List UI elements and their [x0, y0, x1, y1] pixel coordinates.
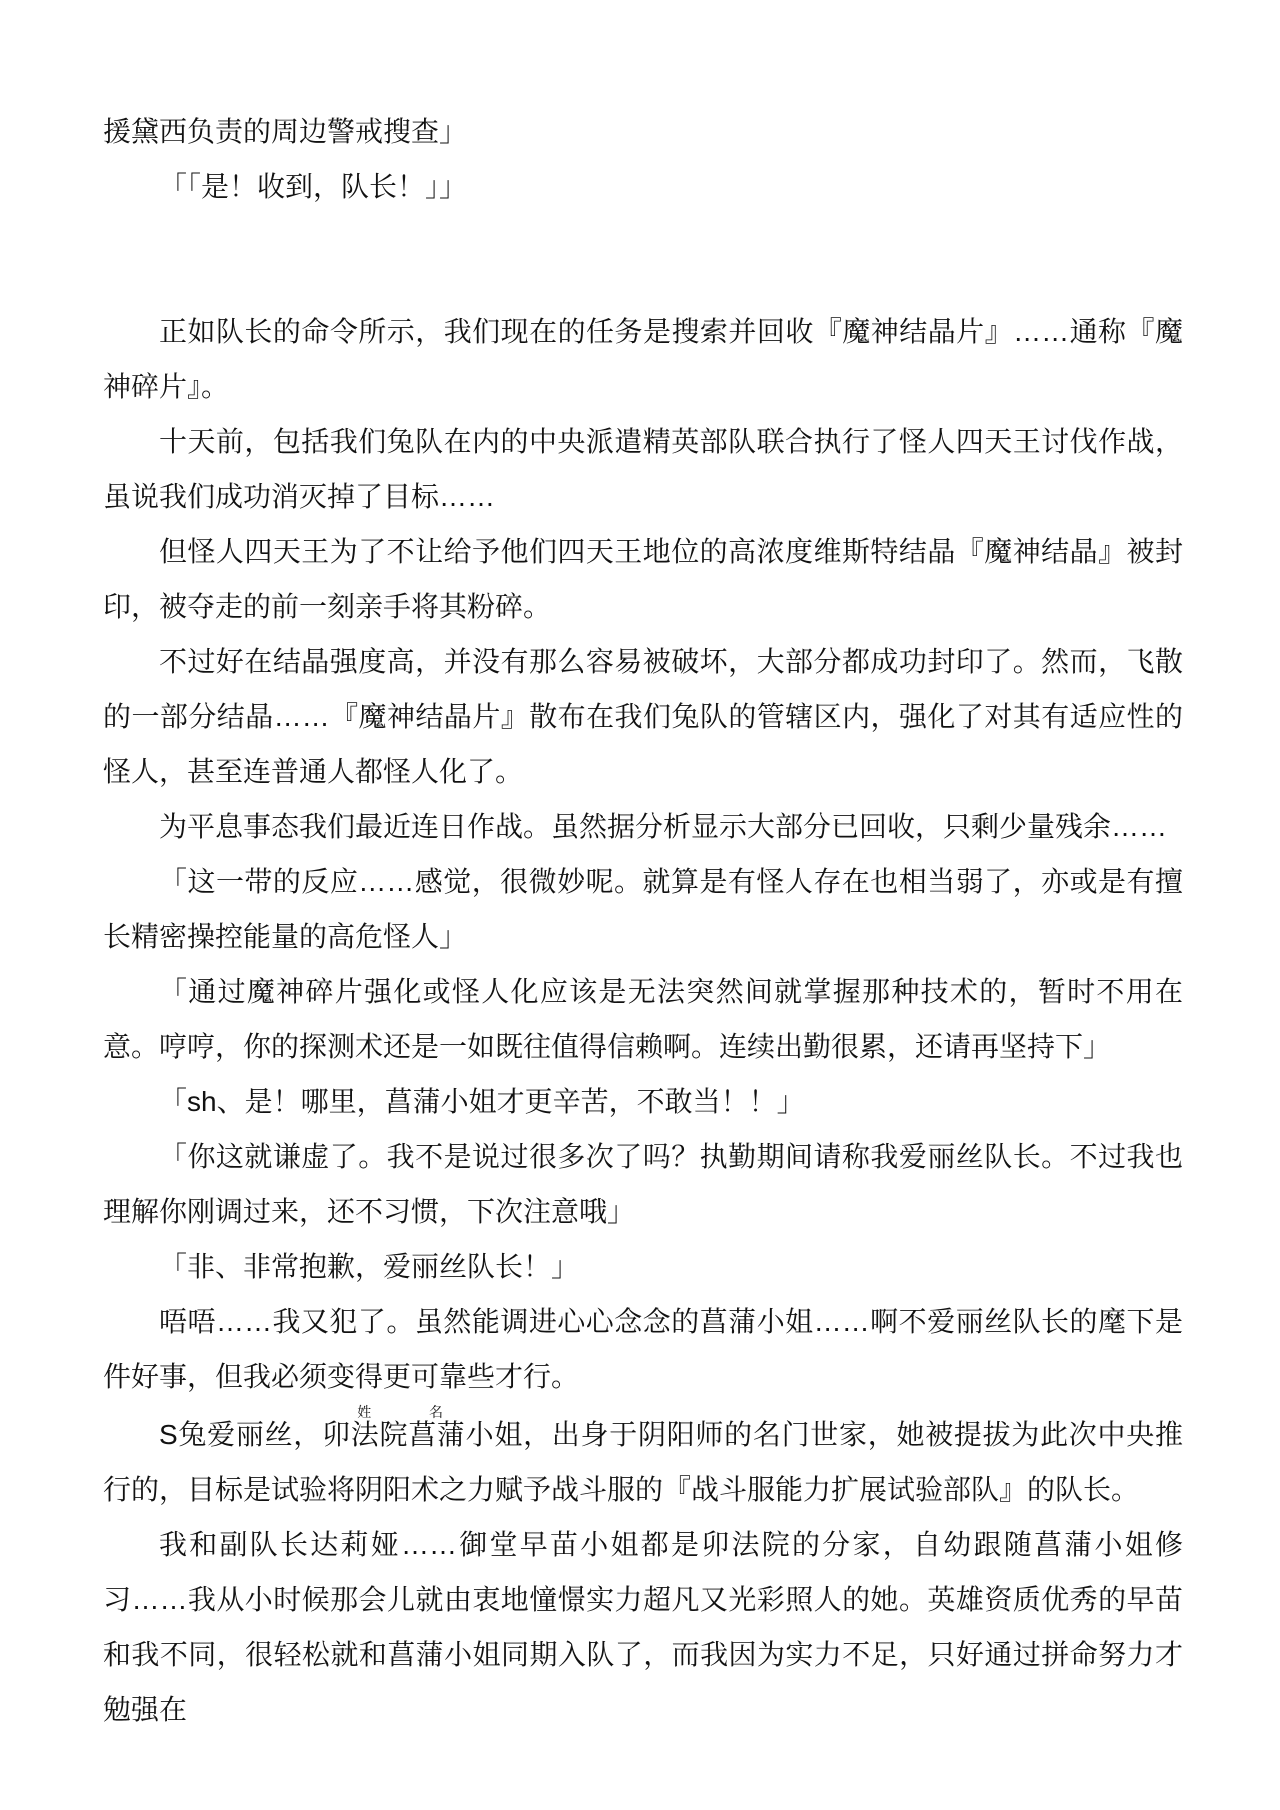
paragraph-4: 十天前，包括我们兔队在内的中央派遣精英部队联合执行了怪人四天王讨伐作战，虽说我们成功消灭掉了目标……	[103, 426, 1183, 512]
ruby-text: 姓	[322, 1404, 408, 1420]
paragraph-14: S兔爱丽丝，卯法院姓菖蒲名小姐，出身于阴阳师的名门世家，她被提拔为此次中央推行的，目标是试验将阴阳术之力赋予战斗服的『战斗服能力扩展试验部队』的队长。	[103, 1404, 1183, 1505]
ruby-annotated-name: 卯法院姓	[322, 1404, 409, 1450]
paragraph-10: 「sh、是！哪里，菖蒲小姐才更辛苦，不敢当！！」	[159, 1086, 805, 1117]
paragraph-12: 「非、非常抱歉，爱丽丝队长！」	[159, 1251, 580, 1282]
ruby-annotated-name: 菖蒲名	[408, 1404, 466, 1450]
paragraph-9: 「通过魔神碎片强化或怪人化应该是无法突然间就掌握那种技术的，暂时不用在意。哼哼，你的探测术还是一如既往值得信赖啊。连续出勤很累，还请再坚持下」	[103, 976, 1183, 1062]
paragraph-11: 「你这就谦虚了。我不是说过很多次了吗？执勤期间请称我爱丽丝队长。不过我也理解你刚调过来，还不习惯，下次注意哦」	[103, 1141, 1183, 1227]
paragraph-13: 唔唔……我又犯了。虽然能调进心心念念的菖蒲小姐……啊不爱丽丝队长的麾下是件好事，但我必须变得更可靠些才行。	[103, 1306, 1183, 1392]
ruby-text: 名	[408, 1404, 465, 1420]
paragraph-5: 但怪人四天王为了不让给予他们四天王地位的高浓度维斯特结晶『魔神结晶』被封印，被夺走的前一刻亲手将其粉碎。	[103, 536, 1183, 622]
page-content	[103, 104, 1183, 1737]
paragraph-3: 正如队长的命令所示，我们现在的任务是搜索并回收『魔神结晶片』……通称『魔神碎片』。	[103, 316, 1183, 402]
paragraph-7: 为平息事态我们最近连日作战。虽然据分析显示大部分已回收，只剩少量残余……	[159, 811, 1168, 842]
paragraph-8: 「这一带的反应……感觉，很微妙呢。就算是有怪人存在也相当弱了，亦或是有擅长精密操控能量的高危怪人」	[103, 866, 1183, 952]
paragraph-15: 我和副队长达莉娅……御堂早苗小姐都是卯法院的分家，自幼跟随菖蒲小姐修习……我从小时候那会儿就由衷地憧憬实力超凡又光彩照人的她。英雄资质优秀的早苗和我不同，很轻松就和菖蒲小姐同期入队了，而我因为实力不足，只好通过拼命努力才勉强在	[103, 1529, 1183, 1725]
paragraph-0: 援黛西负责的周边警戒搜查」	[103, 116, 468, 147]
scene-break-spacer	[103, 214, 1183, 304]
paragraph-1: 「「是！收到，队长！」」	[159, 171, 468, 202]
paragraph-6: 不过好在结晶强度高，并没有那么容易被破坏，大部分都成功封印了。然而，飞散的一部分结晶……『魔神结晶片』散布在我们兔队的管辖区内，强化了对其有适应性的怪人，甚至连普通人都怪人化了。	[103, 646, 1183, 787]
